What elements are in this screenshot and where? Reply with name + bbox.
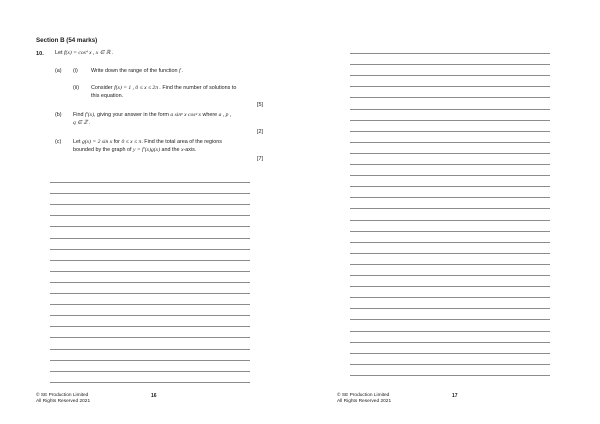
answer-line: [350, 153, 550, 154]
answer-line: [50, 349, 250, 350]
part-a-label: (a): [55, 68, 62, 74]
section-title: Section B (54 marks): [36, 37, 98, 44]
part-a-ii-consider: Consider: [91, 85, 113, 91]
answer-line: [50, 271, 250, 272]
answer-line: [350, 364, 550, 365]
part-c-after: . Find the total area of the regions: [141, 139, 222, 145]
part-a-i-math: f .: [179, 68, 184, 74]
answer-line: [350, 253, 550, 254]
part-a-ii-find: Find the number of solutions to: [162, 85, 237, 91]
part-b-text: [73, 112, 231, 119]
part-b-label: (b): [55, 112, 62, 118]
part-a-i-label: (i): [73, 68, 78, 74]
page-number-left: 16: [151, 393, 157, 399]
answer-line: [350, 86, 550, 87]
answer-line: [350, 120, 550, 121]
answer-line: [50, 382, 250, 383]
footer-right-rights: All Rights Reserved 2021: [337, 399, 392, 405]
stem-math: f(x) = cos⁴ x , x ∈ ℝ .: [64, 50, 114, 56]
answer-line: [350, 286, 550, 287]
answer-line: [350, 264, 550, 265]
answer-line: [350, 331, 550, 332]
footer-right: [337, 393, 391, 405]
part-c-for: for: [113, 139, 120, 145]
answer-line: [350, 164, 550, 165]
question-number: 10.: [36, 51, 44, 57]
answer-line: [350, 297, 550, 298]
page-number-right: 17: [452, 393, 458, 399]
part-b-line2: [73, 120, 90, 127]
part-a-ii-label: (ii): [73, 85, 79, 91]
answer-line: [50, 193, 250, 194]
footer-left-copyright: © SE Production Limited: [36, 393, 89, 398]
part-a-marks: [5]: [257, 102, 263, 108]
answer-line: [50, 182, 250, 183]
answer-line: [50, 215, 250, 216]
part-a-ii-math: f(x) = 1 , 0 ≤ x ≤ 2π .: [114, 85, 161, 91]
answer-line: [50, 282, 250, 283]
question-stem: [55, 50, 113, 57]
part-c-let: Let: [73, 139, 81, 145]
footer-left: [36, 393, 90, 405]
part-b-where: where: [202, 112, 218, 118]
part-b-marks: [2]: [257, 129, 263, 135]
answer-line: [350, 353, 550, 354]
part-c-and: and the: [161, 147, 180, 153]
answer-line: [50, 238, 250, 239]
answer-line: [50, 204, 250, 205]
part-b-line2-math: q ∈ ℤ .: [73, 120, 91, 126]
answer-line: [50, 337, 250, 338]
part-c-math1: g(x) = 2 sin x: [82, 139, 113, 145]
answer-line: [350, 109, 550, 110]
answer-line: [350, 97, 550, 98]
part-c-marks: [7]: [257, 156, 263, 162]
answer-line: [350, 275, 550, 276]
part-c-label: (c): [55, 139, 62, 145]
part-b-find: Find: [73, 112, 84, 118]
part-b-math1: f′(x): [85, 112, 94, 118]
part-b-math3: a , p ,: [218, 112, 232, 118]
part-c-x: x: [181, 147, 184, 153]
answer-line: [50, 371, 250, 372]
part-c-line2: [73, 147, 196, 154]
answer-line: [350, 319, 550, 320]
answer-line: [350, 142, 550, 143]
answer-line: [350, 197, 550, 198]
part-a-ii-line2: this equation.: [91, 93, 124, 99]
answer-line: [50, 249, 250, 250]
part-a-i-text: [91, 68, 183, 75]
answer-line: [350, 220, 550, 221]
answer-line: [350, 75, 550, 76]
answer-line: [50, 226, 250, 227]
part-c-math2: 0 ≤ x ≤ π: [121, 139, 142, 145]
part-c-axis: -axis.: [183, 147, 197, 153]
answer-line: [350, 375, 550, 376]
part-b-mid: , giving your answer in the form: [94, 112, 169, 118]
answer-line: [50, 315, 250, 316]
answer-line: [350, 208, 550, 209]
answer-line: [350, 242, 550, 243]
answer-line: [350, 308, 550, 309]
answer-line: [50, 260, 250, 261]
answer-line: [50, 326, 250, 327]
footer-right-copyright: © SE Production Limited: [337, 393, 390, 398]
answer-line: [50, 304, 250, 305]
footer-left-rights: All Rights Reserved 2021: [36, 399, 91, 405]
answer-line: [350, 342, 550, 343]
answer-line: [350, 53, 550, 54]
part-a-ii-text: [91, 85, 236, 92]
answer-line: [350, 231, 550, 232]
answer-line: [350, 64, 550, 65]
part-a-i-words: Write down the range of the function: [91, 68, 178, 74]
stem-let: Let: [55, 50, 63, 56]
answer-line: [350, 186, 550, 187]
part-c-text: [73, 139, 222, 146]
answer-line: [50, 360, 250, 361]
answer-line: [50, 293, 250, 294]
part-b-math2: a sinᵖ x cosᵍ x: [170, 112, 201, 118]
answer-line: [350, 175, 550, 176]
answer-line: [350, 131, 550, 132]
part-c-line2-math: y = f′(x)g(x): [132, 147, 160, 153]
part-c-bounded: bounded by the graph of: [73, 147, 132, 153]
